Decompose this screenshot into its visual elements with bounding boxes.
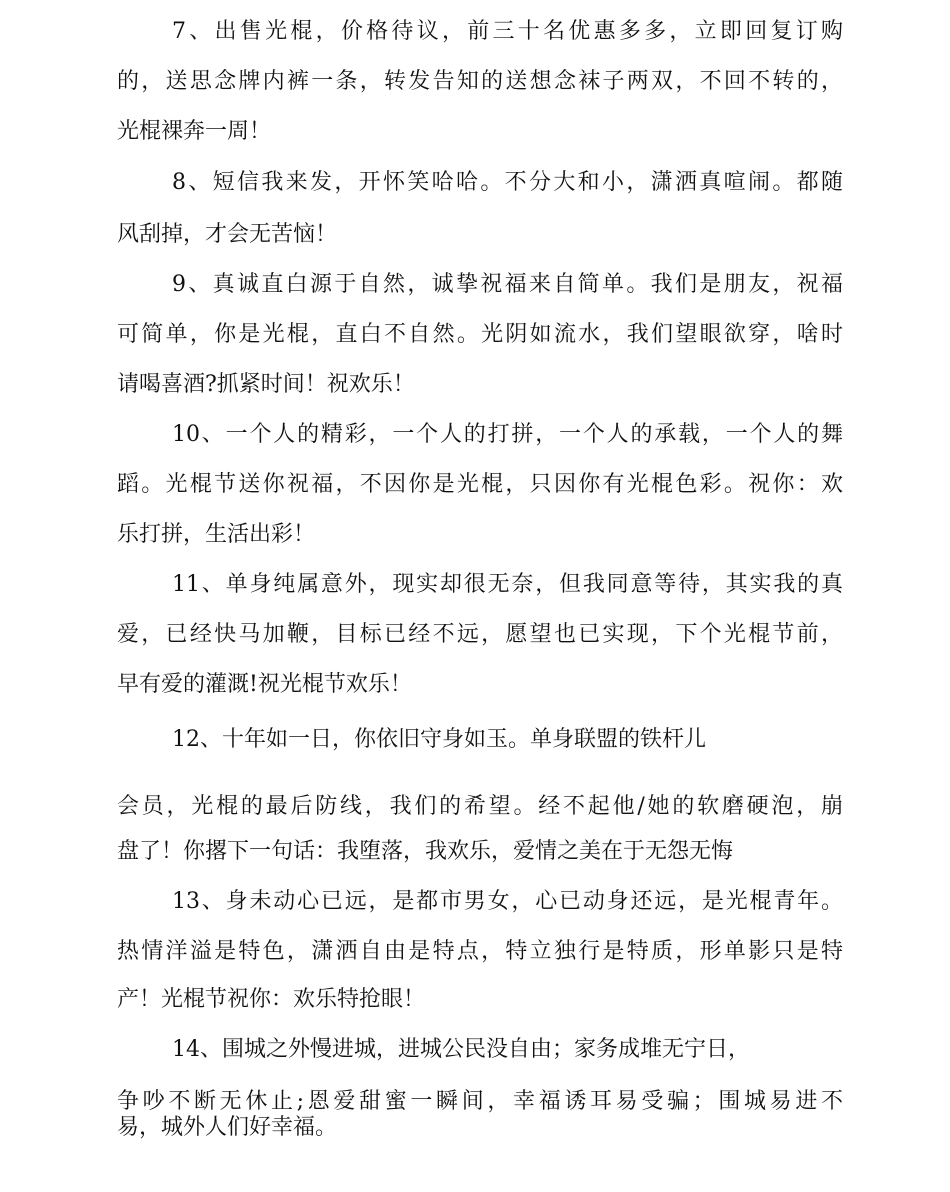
paragraph-7-line-2: 的，送思念牌内裤一条，转发告知的送想念袜子两双，不回不转的， bbox=[117, 69, 843, 94]
paragraph-14-continued-line-2: 易，城外人们好幸福。 bbox=[117, 1115, 338, 1140]
paragraph-8-line-2: 风刮掉，才会无苦恼！ bbox=[117, 222, 338, 247]
paragraph-11-line-3: 早有爱的灌溉!祝光棍节欢乐！ bbox=[117, 672, 412, 697]
paragraph-13-line-1: 13、身未动心已远，是都市男女，心已动身还远，是光棍青年。 bbox=[172, 889, 843, 914]
paragraph-11-line-1: 11、单身纯属意外，现实却很无奈，但我同意等待，其实我的真 bbox=[172, 572, 843, 597]
paragraph-12-continued-line-1: 会员，光棍的最后防线，我们的希望。经不起他/她的软磨硬泡，崩 bbox=[117, 794, 843, 819]
paragraph-10-line-3: 乐打拼，生活出彩！ bbox=[117, 522, 316, 547]
paragraph-9-line-1: 9、真诚直白源于自然，诚挚祝福来自简单。我们是朋友，祝福 bbox=[172, 272, 843, 297]
paragraph-13-line-2: 热情洋溢是特色，潇洒自由是特点，特立独行是特质，形单影只是特 bbox=[117, 939, 843, 964]
paragraph-9-line-2: 可简单，你是光棍，直白不自然。光阴如流水，我们望眼欲穿，啥时 bbox=[117, 322, 843, 347]
paragraph-12-line-1: 12、十年如一日，你依旧守身如玉。单身联盟的铁杆儿 bbox=[172, 727, 706, 752]
paragraph-14-line-1: 14、围城之外慢进城，进城公民没自由；家务成堆无宁日， bbox=[172, 1037, 750, 1062]
paragraph-12-continued-line-2: 盘了！你撂下一句话：我堕落，我欢乐，爱情之美在于无怨无悔 bbox=[117, 839, 734, 864]
paragraph-14-continued-line-1: 争吵不断无休止;恩爱甜蜜一瞬间，幸福诱耳易受骗；围城易进不 bbox=[117, 1089, 843, 1114]
paragraph-10-line-1: 10、一个人的精彩，一个人的打拼，一个人的承载，一个人的舞 bbox=[172, 422, 843, 447]
paragraph-13-line-3: 产！光棍节祝你：欢乐特抢眼！ bbox=[117, 987, 426, 1012]
paragraph-8-line-1: 8、短信我来发，开怀笑哈哈。不分大和小，潇洒真喧闹。都随 bbox=[172, 170, 843, 195]
paragraph-11-line-2: 爱，已经快马加鞭，目标已经不远，愿望也已实现，下个光棍节前， bbox=[117, 622, 843, 647]
paragraph-7-line-1: 7、出售光棍，价格待议，前三十名优惠多多，立即回复订购 bbox=[172, 19, 843, 44]
paragraph-7-line-3: 光棍裸奔一周！ bbox=[117, 119, 272, 144]
paragraph-9-line-3: 请喝喜酒?抓紧时间！祝欢乐！ bbox=[117, 372, 415, 397]
paragraph-10-line-2: 蹈。光棍节送你祝福，不因你是光棍，只因你有光棍色彩。祝你：欢 bbox=[117, 472, 843, 497]
